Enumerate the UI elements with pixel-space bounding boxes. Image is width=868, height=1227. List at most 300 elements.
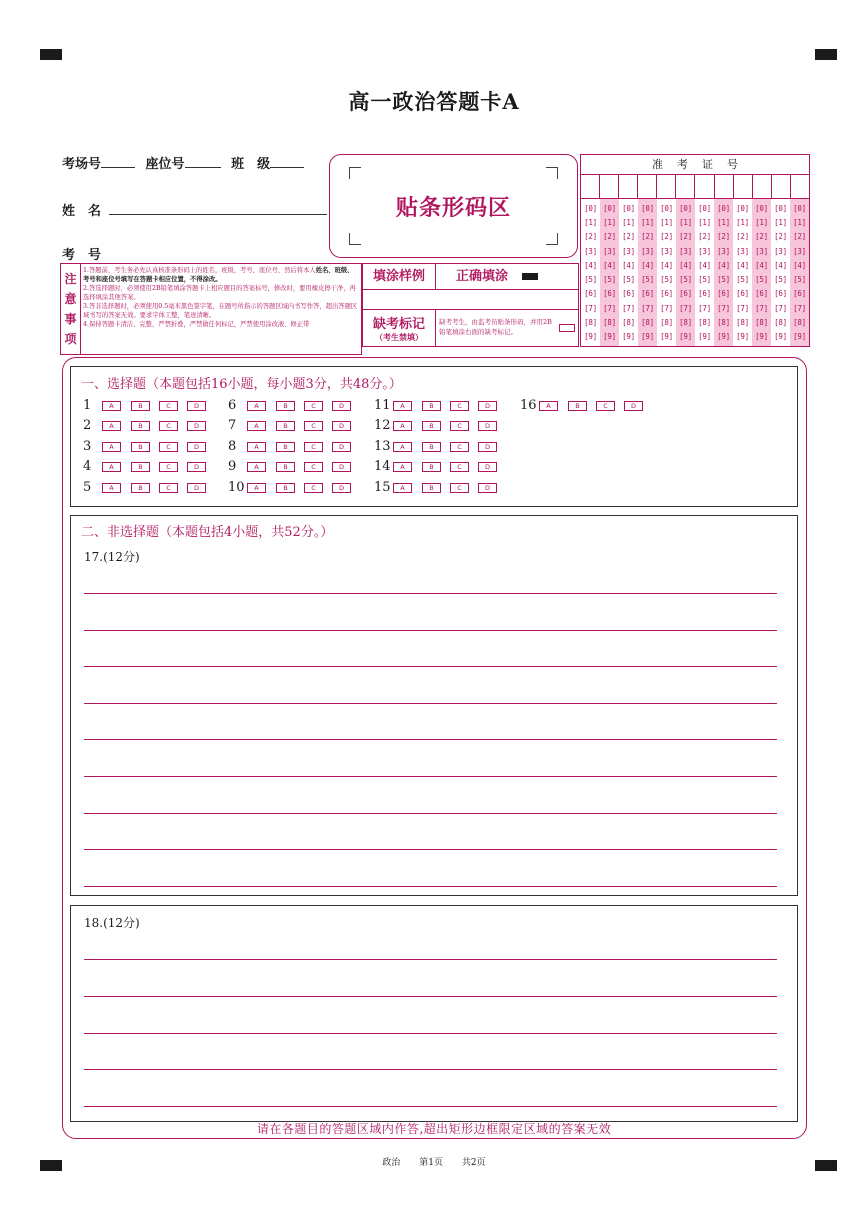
- admission-bubble[interactable]: [8]: [793, 318, 806, 328]
- question-18-label: 18.(12分): [84, 916, 140, 930]
- notice-item: [83, 284, 359, 302]
- admission-bubble[interactable]: [1]: [793, 217, 806, 227]
- option-bubble-c[interactable]: C: [450, 401, 469, 411]
- option-bubble-a[interactable]: A: [247, 483, 266, 493]
- option-bubble-c[interactable]: C: [159, 421, 178, 431]
- correct-fill-label: 正确填涂: [456, 269, 509, 284]
- footer-total: 共2页: [461, 1158, 486, 1168]
- admission-bubble[interactable]: [3]: [793, 246, 806, 256]
- admission-column: [657, 199, 676, 346]
- exam-room-label: 考场号: [62, 157, 102, 172]
- admission-bubble[interactable]: [7]: [679, 303, 692, 313]
- question-number: 14: [374, 459, 391, 474]
- barcode-label: 贴条形码区: [395, 195, 511, 221]
- answer-line[interactable]: [84, 593, 777, 594]
- option-bubble-c[interactable]: C: [450, 483, 469, 493]
- admission-bubble[interactable]: [4]: [793, 260, 806, 270]
- question-number: 1: [83, 398, 92, 413]
- question-number: 11: [374, 398, 391, 413]
- option-bubble-d[interactable]: D: [187, 462, 206, 472]
- admission-bubble[interactable]: [7]: [641, 303, 654, 313]
- notice-label-char: 意: [64, 292, 77, 306]
- absent-label-cell: [363, 310, 436, 346]
- admission-bubble[interactable]: [1]: [698, 217, 711, 227]
- option-bubble-a[interactable]: A: [393, 462, 412, 472]
- admission-bubble[interactable]: [2]: [679, 232, 692, 242]
- absent-checkbox[interactable]: [559, 324, 575, 332]
- admission-bubble[interactable]: [4]: [584, 260, 597, 270]
- admission-bubble[interactable]: [3]: [622, 246, 635, 256]
- option-bubble-a[interactable]: A: [539, 401, 558, 411]
- admission-bubble[interactable]: [5]: [717, 275, 730, 285]
- option-bubble-d[interactable]: D: [332, 462, 351, 472]
- admission-bubble[interactable]: [2]: [641, 232, 654, 242]
- admission-bubble[interactable]: [2]: [755, 232, 768, 242]
- admission-bubble[interactable]: [0]: [603, 203, 616, 213]
- corner-bracket: [349, 167, 361, 179]
- filled-mark-sample: [522, 273, 538, 280]
- corner-bracket: [349, 233, 361, 245]
- admission-bubble[interactable]: [7]: [774, 303, 787, 313]
- admission-bubble[interactable]: [5]: [622, 275, 635, 285]
- notice-item-emphasis: 姓名、班级、考号和座位号填写在答题卡相应位置，不得涂改。: [83, 267, 354, 283]
- admission-bubble[interactable]: [8]: [698, 318, 711, 328]
- admission-bubble[interactable]: [2]: [793, 232, 806, 242]
- class-field[interactable]: [270, 156, 304, 168]
- admission-bubble[interactable]: [0]: [584, 203, 597, 213]
- admission-digit-box[interactable]: [715, 175, 734, 198]
- admission-bubble[interactable]: [4]: [774, 260, 787, 270]
- admission-bubble[interactable]: [1]: [774, 217, 787, 227]
- admission-bubble[interactable]: [5]: [679, 275, 692, 285]
- admission-bubble[interactable]: [0]: [736, 203, 749, 213]
- answer-line[interactable]: [84, 996, 777, 997]
- option-bubble-c[interactable]: C: [450, 462, 469, 472]
- notice-text: [83, 266, 359, 329]
- admission-bubble[interactable]: [4]: [660, 260, 673, 270]
- admission-bubble[interactable]: [7]: [622, 303, 635, 313]
- option-bubble-c[interactable]: C: [304, 462, 323, 472]
- option-bubble-c[interactable]: C: [159, 462, 178, 472]
- exam-no-row: [62, 244, 101, 263]
- notice-box: [60, 263, 362, 355]
- admission-bubble[interactable]: [9]: [641, 332, 654, 342]
- option-bubble-d[interactable]: D: [478, 462, 497, 472]
- admission-bubble[interactable]: [0]: [793, 203, 806, 213]
- admission-digit-box[interactable]: [638, 175, 657, 198]
- seat-label: 座位号: [145, 157, 185, 172]
- admission-bubble[interactable]: [3]: [660, 246, 673, 256]
- option-bubble-a[interactable]: A: [393, 483, 412, 493]
- notice-item: [83, 320, 359, 329]
- option-bubble-a[interactable]: A: [247, 421, 266, 431]
- admission-bubble[interactable]: [0]: [641, 203, 654, 213]
- admission-bubble[interactable]: [1]: [717, 217, 730, 227]
- admission-number-grid: [580, 154, 810, 347]
- admission-bubble[interactable]: [9]: [774, 332, 787, 342]
- option-bubble-b[interactable]: B: [131, 401, 150, 411]
- notice-item-text: 4.保持答题卡清洁、完整，严禁折叠，严禁做任何标记，严禁使用涂改液、修正带: [83, 321, 310, 328]
- admission-bubble[interactable]: [5]: [641, 275, 654, 285]
- option-bubble-d[interactable]: D: [332, 401, 351, 411]
- notice-item: [83, 302, 359, 320]
- admission-bubble[interactable]: [8]: [774, 318, 787, 328]
- admission-bubble[interactable]: [0]: [679, 203, 692, 213]
- notice-label-char: 事: [64, 312, 77, 326]
- question-number: 5: [83, 480, 92, 495]
- admission-bubble[interactable]: [1]: [641, 217, 654, 227]
- admission-column: [600, 199, 619, 346]
- admission-bubble[interactable]: [5]: [698, 275, 711, 285]
- boundary-warning: 请在各题目的答题区域内作答,超出矩形边框限定区域的答案无效: [256, 1122, 612, 1136]
- option-bubble-d[interactable]: D: [478, 421, 497, 431]
- answer-line[interactable]: [84, 886, 777, 887]
- admission-bubble[interactable]: [8]: [641, 318, 654, 328]
- admission-bubble[interactable]: [1]: [755, 217, 768, 227]
- admission-bubble[interactable]: [8]: [660, 318, 673, 328]
- admission-bubble[interactable]: [1]: [679, 217, 692, 227]
- admission-bubble[interactable]: [8]: [603, 318, 616, 328]
- option-bubble-b[interactable]: B: [422, 442, 441, 452]
- notice-item-text: 2.答选择题时，必须使用2B铅笔填涂答题卡上相应题目的答案标号，修改时，要用橡皮擦干净，再选择填涂其他答案。: [83, 285, 356, 301]
- admission-bubble[interactable]: [7]: [793, 303, 806, 313]
- admission-bubble[interactable]: [5]: [736, 275, 749, 285]
- option-bubble-b[interactable]: B: [276, 483, 295, 493]
- option-bubble-c[interactable]: C: [450, 421, 469, 431]
- option-bubble-c[interactable]: C: [450, 442, 469, 452]
- admission-bubble[interactable]: [1]: [584, 217, 597, 227]
- admission-digit-box[interactable]: [695, 175, 714, 198]
- question-number: 3: [83, 439, 92, 454]
- admission-digit-box[interactable]: [734, 175, 753, 198]
- seat-field[interactable]: [185, 156, 221, 168]
- option-bubble-d[interactable]: D: [187, 421, 206, 431]
- answer-line[interactable]: [84, 739, 777, 740]
- option-bubble-b[interactable]: B: [276, 421, 295, 431]
- nonchoice-section: [70, 515, 798, 896]
- admission-bubble[interactable]: [2]: [736, 232, 749, 242]
- option-bubble-b[interactable]: B: [131, 442, 150, 452]
- fill-example-label: 填涂样例: [363, 264, 436, 290]
- admission-bubble[interactable]: [2]: [622, 232, 635, 242]
- option-bubble-b[interactable]: B: [422, 421, 441, 431]
- admission-bubble[interactable]: [4]: [755, 260, 768, 270]
- answer-line[interactable]: [84, 1069, 777, 1070]
- admission-bubble[interactable]: [7]: [603, 303, 616, 313]
- admission-bubble[interactable]: [3]: [584, 246, 597, 256]
- option-bubble-c[interactable]: C: [304, 421, 323, 431]
- option-bubble-c[interactable]: C: [159, 401, 178, 411]
- absent-sub-label: （考生禁填）: [375, 332, 423, 342]
- option-bubble-b[interactable]: B: [131, 462, 150, 472]
- option-bubble-a[interactable]: A: [102, 401, 121, 411]
- notice-item-text: 1.答题前，考生务必先认真核准条形码上的姓名，班级，考号，座位号，然后将本人: [83, 267, 316, 274]
- answer-line[interactable]: [84, 813, 777, 814]
- admission-bubble[interactable]: [6]: [755, 289, 768, 299]
- admission-bubble[interactable]: [4]: [717, 260, 730, 270]
- answer-line[interactable]: [84, 776, 777, 777]
- admission-bubble[interactable]: [2]: [698, 232, 711, 242]
- name-field[interactable]: [109, 203, 327, 215]
- name-label: 姓 名: [62, 204, 102, 219]
- admission-bubble[interactable]: [2]: [603, 232, 616, 242]
- option-bubble-d[interactable]: D: [624, 401, 643, 411]
- admission-column: [619, 199, 638, 346]
- class-label: 班 级: [231, 157, 271, 172]
- corner-bracket: [546, 233, 558, 245]
- option-bubble-b[interactable]: B: [276, 442, 295, 452]
- footer-subject: 政治: [382, 1158, 401, 1168]
- admission-bubble[interactable]: [6]: [660, 289, 673, 299]
- option-bubble-b[interactable]: B: [422, 483, 441, 493]
- admission-bubble[interactable]: [5]: [755, 275, 768, 285]
- fill-example-box: [362, 263, 579, 310]
- option-bubble-c[interactable]: C: [304, 401, 323, 411]
- admission-bubble[interactable]: [4]: [603, 260, 616, 270]
- exam-room-field[interactable]: [101, 156, 135, 168]
- answer-line[interactable]: [84, 630, 777, 631]
- question-number: 2: [83, 418, 92, 433]
- admission-digit-box[interactable]: [657, 175, 676, 198]
- admission-digit-box[interactable]: [676, 175, 695, 198]
- admission-bubble[interactable]: [6]: [793, 289, 806, 299]
- admission-bubble[interactable]: [9]: [698, 332, 711, 342]
- admission-bubble[interactable]: [1]: [603, 217, 616, 227]
- question-18-section: [70, 905, 798, 1122]
- choice-section-title: 一、选择题（本题包括16小题，每小题3分，共48分。）: [81, 377, 402, 392]
- admission-bubble[interactable]: [5]: [774, 275, 787, 285]
- option-bubble-a[interactable]: A: [393, 401, 412, 411]
- admission-digit-box[interactable]: [619, 175, 638, 198]
- admission-bubble[interactable]: [7]: [736, 303, 749, 313]
- admission-bubble[interactable]: [3]: [717, 246, 730, 256]
- admission-bubble[interactable]: [4]: [698, 260, 711, 270]
- option-bubble-a[interactable]: A: [102, 442, 121, 452]
- answer-line[interactable]: [84, 666, 777, 667]
- option-bubble-d[interactable]: D: [332, 483, 351, 493]
- admission-bubble[interactable]: [3]: [698, 246, 711, 256]
- admission-column: [771, 199, 790, 346]
- option-bubble-b[interactable]: B: [276, 401, 295, 411]
- option-bubble-d[interactable]: D: [187, 483, 206, 493]
- option-bubble-d[interactable]: D: [332, 421, 351, 431]
- admission-bubble[interactable]: [4]: [679, 260, 692, 270]
- admission-bubble[interactable]: [8]: [755, 318, 768, 328]
- question-number: 8: [228, 439, 237, 454]
- admission-bubble[interactable]: [7]: [717, 303, 730, 313]
- admission-bubble[interactable]: [3]: [679, 246, 692, 256]
- option-bubble-c[interactable]: C: [304, 442, 323, 452]
- admission-column: [733, 199, 752, 346]
- admission-bubble[interactable]: [5]: [660, 275, 673, 285]
- admission-bubble[interactable]: [2]: [717, 232, 730, 242]
- admission-digit-box[interactable]: [791, 175, 809, 198]
- admission-bubble[interactable]: [7]: [755, 303, 768, 313]
- option-bubble-a[interactable]: A: [393, 442, 412, 452]
- registration-mark: [40, 49, 62, 60]
- admission-column: [581, 199, 600, 346]
- admission-bubble[interactable]: [7]: [660, 303, 673, 313]
- option-bubble-a[interactable]: A: [247, 462, 266, 472]
- admission-bubble[interactable]: [5]: [603, 275, 616, 285]
- option-bubble-b[interactable]: B: [276, 462, 295, 472]
- admission-bubble[interactable]: [9]: [660, 332, 673, 342]
- admission-bubble[interactable]: [3]: [603, 246, 616, 256]
- notice-label-char: 注: [64, 272, 77, 286]
- admission-bubble[interactable]: [9]: [679, 332, 692, 342]
- admission-column: [752, 199, 771, 346]
- admission-digit-box[interactable]: [772, 175, 791, 198]
- admission-bubble[interactable]: [5]: [584, 275, 597, 285]
- answer-line[interactable]: [84, 849, 777, 850]
- option-bubble-b[interactable]: B: [131, 421, 150, 431]
- question-number: 16: [520, 398, 537, 413]
- admission-bubble[interactable]: [6]: [717, 289, 730, 299]
- admission-column: [695, 199, 714, 346]
- admission-bubble-grid: [581, 199, 809, 346]
- option-bubble-b[interactable]: B: [422, 462, 441, 472]
- admission-bubble[interactable]: [9]: [755, 332, 768, 342]
- admission-bubble[interactable]: [4]: [622, 260, 635, 270]
- admission-bubble[interactable]: [1]: [622, 217, 635, 227]
- admission-bubble[interactable]: [2]: [660, 232, 673, 242]
- footer-page: 第1页: [419, 1158, 443, 1168]
- admission-bubble[interactable]: [0]: [660, 203, 673, 213]
- absent-mark-box: [362, 310, 579, 347]
- page-title: 高一政治答题卡A: [348, 89, 520, 114]
- option-bubble-d[interactable]: D: [478, 442, 497, 452]
- admission-bubble[interactable]: [1]: [736, 217, 749, 227]
- admission-bubble[interactable]: [4]: [641, 260, 654, 270]
- admission-bubble[interactable]: [2]: [584, 232, 597, 242]
- admission-bubble[interactable]: [6]: [698, 289, 711, 299]
- admission-column: [638, 199, 657, 346]
- admission-bubble[interactable]: [0]: [755, 203, 768, 213]
- absent-label: 缺考标记: [372, 317, 425, 332]
- admission-bubble[interactable]: [2]: [774, 232, 787, 242]
- admission-title: 准考证号: [581, 155, 809, 175]
- option-bubble-a[interactable]: A: [102, 462, 121, 472]
- answer-line[interactable]: [84, 1033, 777, 1034]
- admission-column: [790, 199, 809, 346]
- option-bubble-c[interactable]: C: [159, 442, 178, 452]
- admission-bubble[interactable]: [6]: [679, 289, 692, 299]
- option-bubble-a[interactable]: A: [393, 421, 412, 431]
- admission-bubble[interactable]: [8]: [622, 318, 635, 328]
- info-row-top: [62, 153, 304, 172]
- question-number: 15: [374, 480, 391, 495]
- admission-bubble[interactable]: [6]: [622, 289, 635, 299]
- admission-bubble[interactable]: [9]: [603, 332, 616, 342]
- admission-bubble[interactable]: [3]: [736, 246, 749, 256]
- admission-bubble[interactable]: [9]: [717, 332, 730, 342]
- question-17-label: 17.(12分): [84, 550, 140, 564]
- option-bubble-d[interactable]: D: [187, 442, 206, 452]
- admission-bubble[interactable]: [6]: [641, 289, 654, 299]
- page-footer: [0, 1155, 868, 1168]
- option-bubble-b[interactable]: B: [422, 401, 441, 411]
- admission-bubble[interactable]: [6]: [603, 289, 616, 299]
- corner-bracket: [546, 167, 558, 179]
- option-bubble-a[interactable]: A: [102, 421, 121, 431]
- option-bubble-b[interactable]: B: [568, 401, 587, 411]
- notice-label: [61, 264, 81, 354]
- answer-line[interactable]: [84, 959, 777, 960]
- option-bubble-a[interactable]: A: [102, 483, 121, 493]
- admission-bubble[interactable]: [9]: [584, 332, 597, 342]
- admission-bubble[interactable]: [8]: [717, 318, 730, 328]
- option-bubble-c[interactable]: C: [596, 401, 615, 411]
- name-row: [62, 200, 327, 219]
- admission-digit-box[interactable]: [581, 175, 600, 198]
- admission-bubble[interactable]: [6]: [774, 289, 787, 299]
- correct-fill: [436, 264, 578, 290]
- admission-bubble[interactable]: [4]: [736, 260, 749, 270]
- question-number: 12: [374, 418, 391, 433]
- admission-bubble[interactable]: [9]: [736, 332, 749, 342]
- admission-bubble[interactable]: [0]: [698, 203, 711, 213]
- question-number: 9: [228, 459, 237, 474]
- admission-bubble[interactable]: [8]: [679, 318, 692, 328]
- admission-bubble[interactable]: [0]: [622, 203, 635, 213]
- question-number: 10: [228, 480, 245, 495]
- registration-mark: [815, 49, 837, 60]
- admission-digit-box[interactable]: [753, 175, 772, 198]
- admission-bubble[interactable]: [9]: [622, 332, 635, 342]
- option-bubble-d[interactable]: D: [478, 401, 497, 411]
- admission-bubble[interactable]: [1]: [660, 217, 673, 227]
- admission-bubble[interactable]: [0]: [717, 203, 730, 213]
- admission-digit-box[interactable]: [600, 175, 619, 198]
- admission-bubble[interactable]: [6]: [584, 289, 597, 299]
- admission-bubble[interactable]: [3]: [641, 246, 654, 256]
- option-bubble-d[interactable]: D: [187, 401, 206, 411]
- nonchoice-section-title: 二、非选择题（本题包括4小题，共52分。）: [81, 525, 334, 540]
- admission-column: [714, 199, 733, 346]
- admission-bubble[interactable]: [9]: [793, 332, 806, 342]
- question-number: 7: [228, 418, 237, 433]
- option-bubble-a[interactable]: A: [247, 401, 266, 411]
- admission-bubble[interactable]: [0]: [774, 203, 787, 213]
- question-number: 6: [228, 398, 237, 413]
- admission-column: [676, 199, 695, 346]
- barcode-area: [329, 154, 578, 258]
- notice-item-text: 3.答非选择题时，必须使用0.5毫米黑色签字笔，在题号所指示的答题区域内书写作答，超出答题区域书写的答案无效。要求字体工整，笔迹清晰。: [83, 303, 358, 319]
- admission-bubble[interactable]: [6]: [736, 289, 749, 299]
- option-bubble-d[interactable]: D: [332, 442, 351, 452]
- answer-line[interactable]: [84, 1106, 777, 1107]
- admission-bubble[interactable]: [5]: [793, 275, 806, 285]
- option-bubble-a[interactable]: A: [247, 442, 266, 452]
- question-number: 13: [374, 439, 391, 454]
- admission-bubble[interactable]: [7]: [584, 303, 597, 313]
- exam-no-label: 考 号: [62, 248, 102, 263]
- question-number: 4: [83, 459, 92, 474]
- admission-bubble[interactable]: [3]: [774, 246, 787, 256]
- answer-line[interactable]: [84, 703, 777, 704]
- admission-bubble[interactable]: [8]: [584, 318, 597, 328]
- admission-bubble[interactable]: [8]: [736, 318, 749, 328]
- option-bubble-c[interactable]: C: [159, 483, 178, 493]
- admission-bubble[interactable]: [7]: [698, 303, 711, 313]
- option-bubble-b[interactable]: B: [131, 483, 150, 493]
- notice-label-char: 项: [64, 332, 77, 346]
- option-bubble-d[interactable]: D: [478, 483, 497, 493]
- admission-write-boxes: [581, 175, 809, 199]
- option-bubble-c[interactable]: C: [304, 483, 323, 493]
- notice-item: [83, 266, 359, 284]
- admission-bubble[interactable]: [3]: [755, 246, 768, 256]
